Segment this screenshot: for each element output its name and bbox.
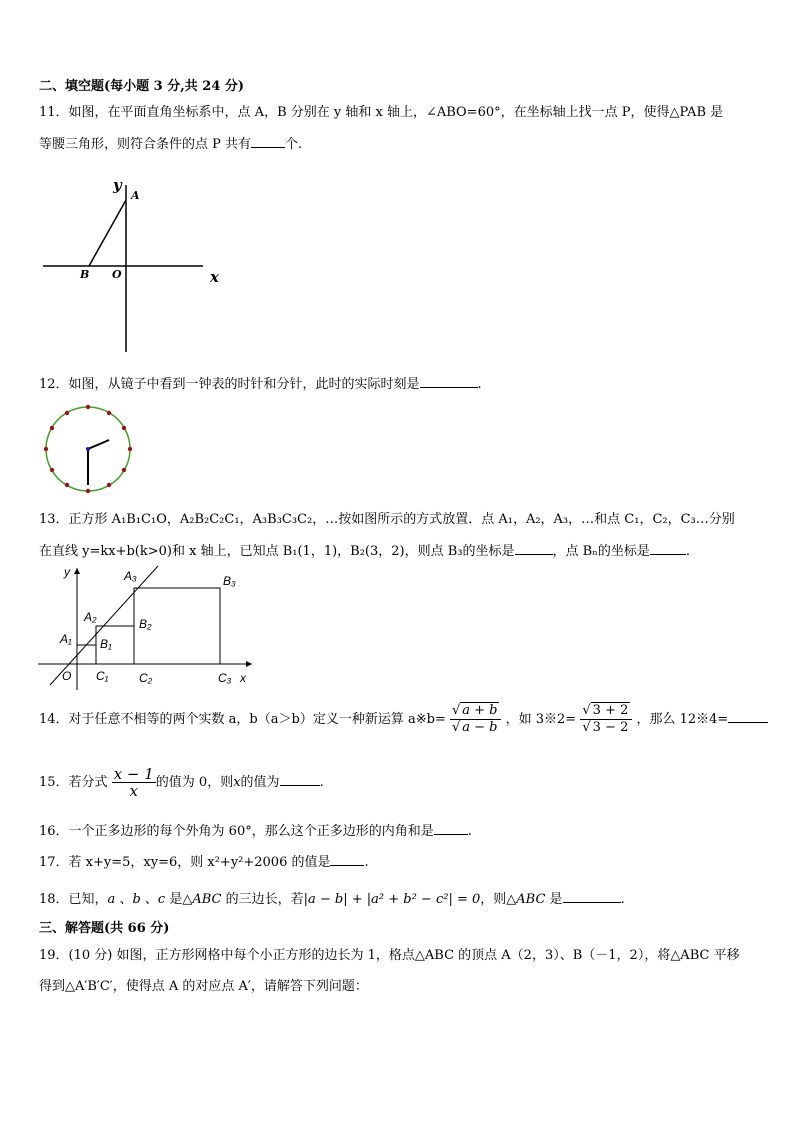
q18-var-b: b xyxy=(132,892,141,907)
q13-text: 在直线 y=kx+b(k>0)和 x 轴上，已知点 B₁(1，1)，B₂(3，2)，则点 B₃的坐标是 xyxy=(39,544,515,559)
q18-text-e: 是 xyxy=(545,892,563,907)
q11-label-a: A xyxy=(131,189,140,202)
q14-answer-blank[interactable] xyxy=(728,709,768,723)
q11-label-b: B xyxy=(80,268,90,281)
q13-label-b2: B₂ xyxy=(139,617,152,631)
q18-text-end: . xyxy=(620,892,625,907)
q17-text-end: . xyxy=(364,855,369,870)
q14-frac1-den: a − b xyxy=(462,720,498,735)
q14-fraction-definition: $\frac{√ a + b}{√ a - b}$ xyxy=(450,703,502,736)
q13-label-c1: C₁ xyxy=(96,669,109,683)
q15-var: x xyxy=(233,775,241,790)
q13-label-a1: A₁ xyxy=(60,632,72,646)
q15-frac-den: x xyxy=(129,782,138,800)
q19-line2: 得到△A′B′C′，使得点 A 的对应点 A′，请解答下列问题： xyxy=(39,979,368,994)
q13-label-x: x xyxy=(240,671,246,685)
q19-line1: 19．(10 分) 如图，正方形网格中每个小正方形的边长为 1，格点△ABC 的顶点 A（2，3）、B（－1，2），将△ABC 平移 xyxy=(39,948,740,963)
q17-answer-blank[interactable] xyxy=(330,852,364,866)
q12-text: 12．如图，从镜子中看到一钟表的时针和分针，此时的实际时刻是 xyxy=(39,377,420,392)
q15-text: 15．若分式 xyxy=(39,775,108,790)
q18-text-c: 的三边长，若 xyxy=(221,892,304,907)
q11-label-o: O xyxy=(112,268,122,281)
q18-triangle-2: △ABC xyxy=(506,892,546,907)
q11-text: 等腰三角形，则符合条件的点 P 共有 xyxy=(39,137,252,152)
q16-answer-blank[interactable] xyxy=(434,821,468,835)
q14-fraction-example: $\frac{√ 3 + 2}{√ 3 - 2}$ xyxy=(580,703,632,736)
q18-text-b: 是 xyxy=(165,892,183,907)
q18-answer-blank[interactable] xyxy=(563,889,621,903)
q13-label-c3: C₃ xyxy=(218,671,232,685)
q15-text-mid: 的值为 0，则 xyxy=(155,775,234,790)
q18-var-c: c xyxy=(157,892,166,907)
q15-frac-num: x − 1 xyxy=(113,765,154,783)
q13-label-b3: B₃ xyxy=(223,574,236,588)
q15-text-mid2: 的值为 xyxy=(240,775,280,790)
q15-answer-blank[interactable] xyxy=(280,772,320,786)
q18-var-a: a xyxy=(107,892,116,907)
q13-text-end: . xyxy=(685,544,690,559)
q14-text: 14．对于任意不相等的两个实数 a，b（a＞b）定义一种新运算 a※b= xyxy=(39,712,446,727)
q11-line1: 11．如图，在平面直角坐标系中，点 A，B 分别在 y 轴和 x 轴上，∠ABO=60°，在坐标轴上找一点 P，使得△PAB 是 xyxy=(39,105,724,120)
q16-line xyxy=(39,821,472,841)
q13-label-y: y xyxy=(64,565,70,579)
q15-line xyxy=(39,763,324,803)
q16-text: 16．一个正多边形的每个外角为 60°，那么这个正多边形的内角和是 xyxy=(39,824,434,839)
q11-text-end: 个. xyxy=(285,137,303,152)
q18-sep1: 、 xyxy=(115,892,133,907)
section-title-solve: 三、解答题(共 66 分) xyxy=(39,921,170,936)
q14-frac2-den: 3 − 2 xyxy=(592,720,629,735)
q14-line xyxy=(39,700,768,740)
q18-triangle: △ABC xyxy=(182,892,222,907)
q17-text: 17．若 x+y=5，xy=6，则 x²+y²+2006 的值是 xyxy=(39,855,331,870)
square-1 xyxy=(77,645,96,664)
q13-line1: 13．正方形 A₁B₁C₁O，A₂B₂C₂C₁，A₃B₃C₃C₂，…按如图所示的方式放置．点 A₁，A₂，A₃，…和点 C₁，C₂，C₃…分别 xyxy=(39,512,735,527)
q17-line xyxy=(39,852,369,872)
q14-text-example: ，如 3※2= xyxy=(505,712,577,727)
q14-frac1-num: a + b xyxy=(462,703,498,718)
q13-text-mid: ，点 Bₙ的坐标是 xyxy=(552,544,650,559)
q13-label-c2: C₂ xyxy=(139,671,153,685)
q14-text-end: ，那么 12※4= xyxy=(636,712,729,727)
q16-text-end: . xyxy=(467,824,472,839)
q13-label-a2: A₂ xyxy=(84,610,97,624)
q11-label-x: x xyxy=(210,268,219,286)
q18-line xyxy=(39,889,625,909)
q13-label-b1: B₁ xyxy=(100,637,112,651)
q15-text-end: . xyxy=(319,775,324,790)
q18-sep2: 、 xyxy=(140,892,158,907)
q13-label-o: O xyxy=(62,669,72,683)
q15-fraction xyxy=(112,766,156,799)
q18-text: 18．已知， xyxy=(39,892,108,907)
q18-text-d: ，则 xyxy=(480,892,507,907)
q14-frac2-num: 3 + 2 xyxy=(592,703,629,718)
q12-text-end: . xyxy=(477,377,482,392)
section-title-fill-in: 二、填空题(每小题 3 分,共 24 分) xyxy=(39,79,245,94)
q11-label-y: y xyxy=(113,176,122,194)
q18-expression: |a − b| + |a² + b² − c²| = 0 xyxy=(303,892,481,907)
q13-label-a3: A₃ xyxy=(124,569,137,583)
